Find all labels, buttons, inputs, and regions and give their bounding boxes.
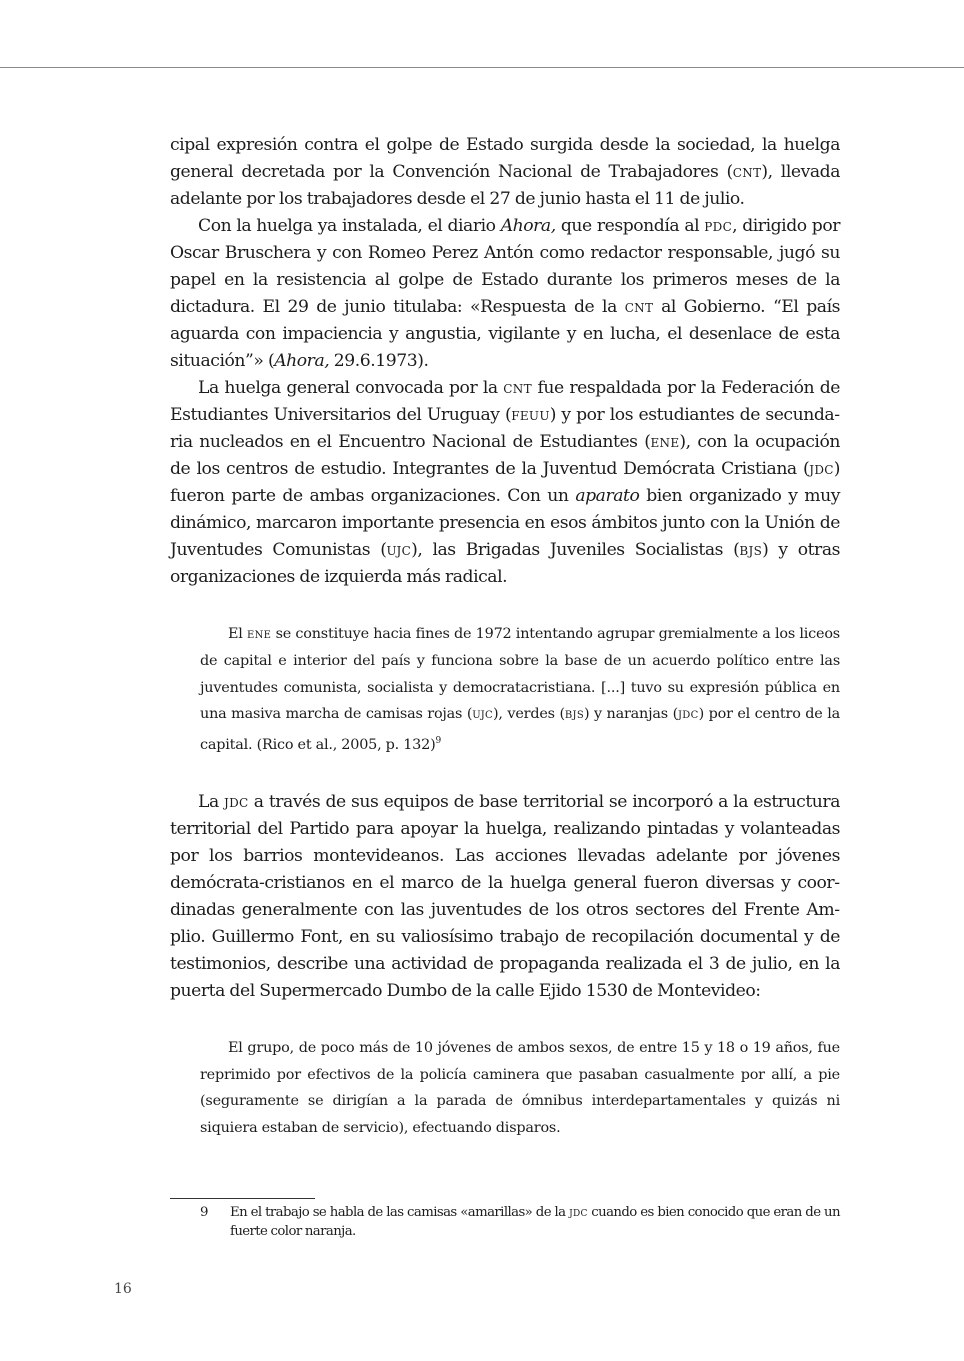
paragraph-4 [170, 789, 840, 1005]
paragraph-text: Con la huelga ya instalada, el diario [198, 216, 501, 236]
acronym-bjs: bjs [739, 540, 763, 560]
header-rule [0, 67, 964, 68]
paragraph-text: fue respaldada por la Federación de Estudiantes Universitarios del Uruguay ( [170, 378, 840, 425]
paragraph-text: ) fueron parte de ambas organizaciones. Con un [170, 459, 840, 506]
main-text [170, 132, 840, 1172]
acronym-jdc: jdc [569, 1205, 588, 1220]
paragraph-text: 29.6.1973). [329, 351, 429, 371]
acronym-jdc: jdc [809, 459, 834, 479]
quote-fragment: se constituye hacia fines de 1972 intentando agrupar gremialmente a los liceos de capital e interior del país y funciona sobre la base de un acuerdo político entre las juventudes comunista, socialista y democratacristiana. [...] tuvo su expresión pública en una masiva marcha de camisas rojas ( [200, 626, 840, 723]
quote-text [200, 621, 840, 759]
paragraph-text: La [198, 791, 225, 812]
block-quote-1 [200, 621, 840, 759]
footnote [200, 1203, 840, 1241]
footnote-fragment: cuando es bien conocido que eran de un fuerte color naranja. [230, 1205, 840, 1239]
page-number: 16 [114, 1281, 132, 1297]
footnote-number: 9 [200, 1205, 208, 1220]
acronym-ujc: ujc [386, 540, 412, 560]
paragraph-text: ), con la ocupación de los centros de estudio. Integrantes de la Juventud Demócrata Cristiana ( [170, 432, 840, 479]
newspaper-title: Ahora, [500, 216, 556, 236]
acronym-feuu: feuu [511, 405, 550, 425]
paragraph-text: , dirigido por Oscar Bruschera y con Romeo Perez Antón como redactor responsable, jugó su papel en la resistencia al golpe de Estado durante los primeros meses de la dictadura. El 29 de junio titulaba: «Respuesta de la [170, 216, 841, 317]
paragraph-2 [170, 213, 840, 375]
paragraph-text: ) y por los estudiantes de secundaria nucleados en el Encuentro Nacional de Estudiantes ( [170, 405, 840, 452]
quote-fragment: ) y naranjas ( [583, 706, 678, 723]
paragraph-3 [170, 375, 840, 591]
quote-fragment: El [228, 626, 248, 642]
footnote-fragment: En el trabajo se habla de las camisas «amarillas» de la [230, 1205, 570, 1220]
footnote-rule [170, 1198, 315, 1199]
paragraph-text: La huelga general convocada por la [198, 378, 504, 398]
acronym-cnt: cnt [624, 297, 654, 317]
acronym-cnt: cnt [732, 162, 762, 182]
block-quote-2 [200, 1035, 840, 1142]
acronym-jdc: jdc [677, 706, 699, 723]
paragraph-1 [170, 132, 840, 213]
footnote-reference[interactable]: 9 [435, 736, 442, 747]
paragraph-text: ) y otras organizaciones de izquierda más radical. [170, 540, 840, 587]
acronym-ene: ene [247, 626, 272, 642]
quote-text: El grupo, de poco más de 10 jóvenes de ambos sexos, de entre 15 y 18 o 19 años, fue reprimido por efectivos de la policía caminera que pasaban casualmente por allí, a pie (seguramente se dirigían a la parada de ómnibus interdepartamentales y quizás ni siquiera estaban de servicio), efectuando disparos. [200, 1039, 840, 1137]
quote-fragment: ), verdes ( [493, 706, 565, 723]
paragraph-text: que respondía al [555, 216, 705, 236]
footnote-text [230, 1203, 840, 1241]
acronym-jdc: jdc [224, 791, 249, 812]
quote-fragment: ) por el centro de la capital. (Rico et al., 2005, p. 132) [200, 706, 840, 753]
paragraph-text: al Gobierno. “El país aguarda con impaciencia y angustia, vigilante y en lucha, el desenlace de esta situación”» ( [170, 297, 841, 371]
acronym-pdc: pdc [704, 216, 733, 236]
paragraph-text: bien organizado y muy dinámico, marcaron importante presencia en esos ámbitos junto con la Unión de Juventudes Comunistas ( [170, 486, 840, 560]
paragraph-text: cipal expresión contra el golpe de Estado surgida desde la sociedad, la huelga general decretada por la Convención Nacional de Trabajadores ( [170, 135, 840, 182]
acronym-ujc: ujc [472, 706, 493, 723]
italic-term: aparato [575, 486, 640, 506]
acronym-cnt: cnt [503, 378, 532, 398]
paragraph-text: ), llevada adelante por los trabajadores desde el 27 de junio hasta el 11 de julio. [170, 162, 840, 209]
paragraph-text: a través de sus equipos de base territorial se incorporó a la estructura territorial del Partido para apoyar la huelga, realizando pintadas y volanteadas por los barrios montevideanos. Las acciones llevadas adelante por jóvenes demócrata-cristianos en el marco de la huelga general fueron diversas y coordinadas generalmente con las juventudes de los otros sectores del Frente Amplio. Guillermo Font, en su valiosísimo trabajo de recopilación documental y de testimonios, describe una actividad de propaganda realizada el 3 de julio, en la puerta del Supermercado Dumbo de la calle Ejido 1530 de Montevideo: [170, 791, 840, 1001]
acronym-ene: ene [650, 432, 680, 452]
paragraph-text: ), las Brigadas Juveniles Socialistas ( [411, 540, 740, 560]
newspaper-title: Ahora, [274, 351, 330, 371]
acronym-bjs: bjs [564, 706, 584, 723]
